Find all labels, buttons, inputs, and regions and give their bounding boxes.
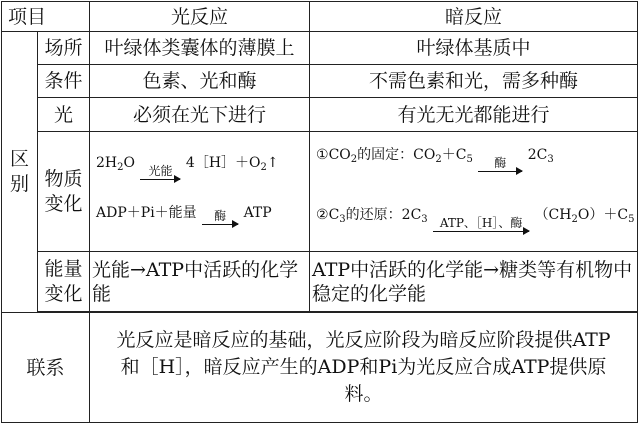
energy-label-cell bbox=[38, 252, 90, 312]
header-item: 项目 bbox=[2, 2, 90, 32]
row-energy bbox=[2, 252, 638, 312]
light-need-label: 光 bbox=[38, 98, 90, 132]
comparison-table bbox=[1, 1, 638, 423]
dark-equation-fixation: $①CO_2$的固定：$CO_2+C_5$ 酶 $2C_3$ bbox=[316, 146, 554, 170]
dark-equation-reduction: $②C_3$的还原：$2C_3$ ATP、［H］、酶 $(CH_2O)+C_5$ bbox=[316, 206, 635, 230]
energy-label-line1: 能量 bbox=[44, 257, 83, 280]
row-location bbox=[2, 32, 638, 65]
group-label-char1: 区 bbox=[9, 148, 29, 170]
location-dark: 叶绿体基质中 bbox=[310, 32, 638, 65]
arrow-enzyme-fixation: 酶 bbox=[478, 157, 522, 172]
group-label bbox=[2, 147, 37, 197]
header-row bbox=[2, 2, 638, 32]
row-conditions bbox=[2, 65, 638, 98]
group-label-cell bbox=[2, 32, 38, 313]
conditions-light: 色素、光和酶 bbox=[90, 65, 310, 98]
light-need-dark: 有光无光都能进行 bbox=[310, 98, 638, 132]
relation-text: 光反应是暗反应的基础，光反应阶段为暗反应阶段提供ATP和［H］，暗反应产生的ADP和Pi为光反应合成ATP提供原料。 bbox=[90, 313, 638, 423]
light-need-light: 必须在光下进行 bbox=[90, 98, 310, 132]
energy-label-line2: 变化 bbox=[44, 282, 83, 305]
arrow-light-energy: 光能 bbox=[140, 165, 180, 180]
material-label-line2: 变化 bbox=[44, 192, 83, 215]
energy-dark: ATP中活跃的化学能→糖类等有机物中稳定的化学能 bbox=[310, 252, 638, 312]
material-label-cell bbox=[38, 132, 90, 252]
header-light: 光反应 bbox=[90, 2, 310, 32]
location-light: 叶绿体类囊体的薄膜上 bbox=[90, 32, 310, 65]
light-equation-water: $2H_2O$ 光能 $4[H]+O_2↑$ bbox=[96, 154, 279, 178]
material-label-line1: 物质 bbox=[44, 167, 83, 190]
relation-label: 联系 bbox=[2, 313, 90, 423]
material-dark-cell bbox=[310, 132, 638, 252]
row-relation bbox=[2, 313, 638, 423]
group-label-char2: 别 bbox=[9, 173, 29, 195]
material-light-cell bbox=[90, 132, 310, 252]
light-equation-atp: ADP＋Pi＋能量 酶 ATP bbox=[96, 204, 272, 223]
row-light-need bbox=[2, 98, 638, 132]
header-dark: 暗反应 bbox=[310, 2, 638, 32]
conditions-label: 条件 bbox=[38, 65, 90, 98]
arrow-atp-h-enzyme: ATP、［H］、酶 bbox=[433, 217, 529, 232]
energy-light: 光能→ATP中活跃的化学能 bbox=[90, 252, 310, 312]
arrow-enzyme: 酶 bbox=[202, 210, 238, 225]
conditions-dark: 不需色素和光，需多种酶 bbox=[310, 65, 638, 98]
location-label: 场所 bbox=[38, 32, 90, 65]
row-material bbox=[2, 132, 638, 252]
